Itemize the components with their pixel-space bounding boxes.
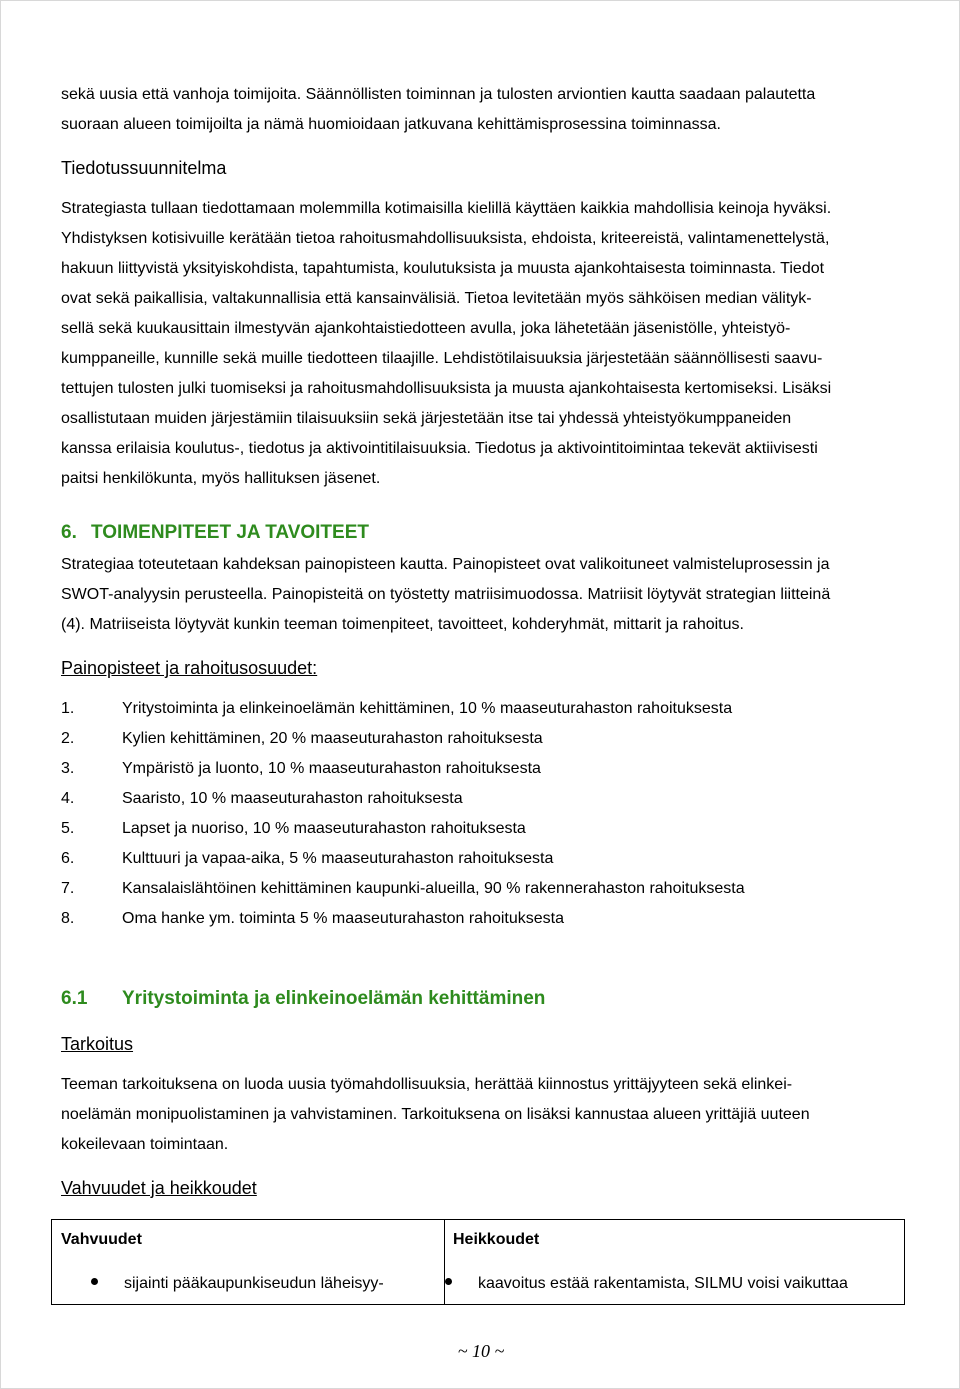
list-item-text: Kulttuuri ja vapaa-aika, 5 % maaseuturahaston rahoituksesta [122, 850, 554, 867]
tiedotus-line-3: hakuun liittyvistä yksityiskohdista, tapahtumista, koulutuksista ja muusta ajankohtaisesta toiminnasta. Tiedot [61, 260, 825, 277]
intro-line-2: suoraan alueen toimijoilta ja nämä huomioidaan jatkuvana kehittämisprosessina toiminnassa. [61, 116, 721, 133]
strengths-item [91, 1274, 384, 1294]
list-item-number: 7. [61, 880, 75, 897]
section-6-number: 6. [61, 522, 77, 543]
section-6-1-number: 6.1 [61, 988, 88, 1009]
section-6-title: TOIMENPITEET JA TAVOITEET [91, 522, 369, 543]
list-item-text: Oma hanke ym. toiminta 5 % maaseuturahaston rahoituksesta [122, 910, 564, 927]
tiedotus-line-8: osallistutaan muiden järjestämiin tilaisuuksiin sekä järjestetään itse tai yhdessä yhteistyökumppaneiden [61, 410, 792, 427]
intro-line-1: sekä uusia että vanhoja toimijoita. Säännöllisten toiminnan ja tulosten arviontien kautta saadaan palautetta [61, 86, 816, 103]
list-item [61, 789, 463, 809]
purpose-line-1: Teeman tarkoituksena on luoda uusia työmahdollisuuksia, herättää kiinnostus yrittäjyyteen sekä elinkei- [61, 1076, 793, 1093]
list-item-number: 1. [61, 700, 75, 717]
tiedotus-line-9: kanssa erilaisia koulutus-, tiedotus ja aktivointitilaisuuksia. Tiedotus ja aktivointitoimintaa tekevät aktiivisesti [61, 440, 818, 457]
list-item-number: 4. [61, 790, 75, 807]
list-item-text: Lapset ja nuoriso, 10 % maaseuturahaston rahoituksesta [122, 820, 526, 837]
list-item-text: Saaristo, 10 % maaseuturahaston rahoituksesta [122, 790, 463, 807]
weaknesses-item-text: kaavoitus estää rakentamista, SILMU voisi vaikuttaa [478, 1275, 848, 1292]
bullet-icon [91, 1278, 98, 1285]
page-number: ~ 10 ~ [457, 1341, 505, 1361]
section-6-heading [61, 521, 369, 545]
purpose-line-2: noelämän monipuolistaminen ja vahvistaminen. Tarkoituksena on lisäksi kannustaa alueen yrittäjiä uuteen [61, 1106, 810, 1123]
weaknesses-header: Heikkoudet [453, 1231, 540, 1248]
section-6-line-3: (4). Matriiseista löytyvät kunkin teeman toimenpiteet, tavoitteet, kohderyhmät, mittarit ja rahoitus. [61, 616, 744, 633]
strengths-item-text: sijainti pääkaupunkiseudun läheisyy- [124, 1275, 384, 1292]
list-item [61, 909, 564, 929]
list-item-text: Ympäristö ja luonto, 10 % maaseuturahaston rahoituksesta [122, 760, 541, 777]
section-6-line-2: SWOT-analyysin perusteella. Painopisteitä on työstetty matriisimuodossa. Matriisit löytyvät strategian liitteinä [61, 586, 831, 603]
list-item [61, 879, 745, 899]
section-6-line-1: Strategiaa toteutetaan kahdeksan painopisteen kautta. Painopisteet ovat valikoituneet valmisteluprosessin ja [61, 556, 830, 573]
tiedotus-title: Tiedotussuunnitelma [61, 158, 227, 178]
purpose-line-3: kokeilevaan toimintaan. [61, 1136, 229, 1153]
list-item-number: 3. [61, 760, 75, 777]
tiedotus-line-7: tettujen tulosten julki tuomiseksi ja rahoitusmahdollisuuksista ja muusta ajankohtaisesta kertomiseksi. Lisäksi [61, 380, 832, 397]
list-item [61, 699, 732, 719]
list-item [61, 849, 553, 869]
purpose-title: Tarkoitus [61, 1034, 134, 1054]
section-6-1-title: Yritystoiminta ja elinkeinoelämän kehittäminen [122, 988, 546, 1009]
list-item-number: 6. [61, 850, 75, 867]
tiedotus-line-2: Yhdistyksen kotisivuille kerätään tietoa rahoitusmahdollisuuksista, ehdoista, kriteereistä, valintamenettelystä, [61, 230, 830, 247]
tiedotus-line-1: Strategiasta tullaan tiedottamaan molemmilla kotimaisilla kielillä käyttäen kaikkia mahdollisia keinoja hyväksi. [61, 200, 832, 217]
list-item [61, 759, 541, 779]
list-item-text: Yritystoiminta ja elinkeinoelämän kehittäminen, 10 % maaseuturahaston rahoituksesta [122, 700, 733, 717]
list-item [61, 819, 526, 839]
section-6-1-heading [61, 987, 545, 1011]
strengths-header: Vahvuudet [61, 1231, 142, 1248]
priorities-title: Painopisteet ja rahoitusosuudet: [61, 658, 318, 678]
list-item-number: 5. [61, 820, 75, 837]
list-item-number: 8. [61, 910, 75, 927]
bullet-icon [445, 1278, 452, 1285]
tiedotus-line-10: paitsi henkilökunta, myös hallituksen jäsenet. [61, 470, 381, 487]
list-item-text: Kansalaislähtöinen kehittäminen kaupunki-alueilla, 90 % rakennerahaston rahoituksesta [122, 880, 745, 897]
list-item-number: 2. [61, 730, 75, 747]
tiedotus-line-4: ovat sekä paikallisia, valtakunnallisia että kansainvälisiä. Tietoa levitetään myös sähköisen median välityk- [61, 290, 812, 307]
strengths-weaknesses-title: Vahvuudet ja heikkoudet [61, 1178, 257, 1198]
tiedotus-line-6: kumppaneille, kunnille sekä muille tiedotteen tilaajille. Lehdistötilaisuuksia järjestetään säännöllisesti saavu- [61, 350, 823, 367]
list-item [61, 729, 543, 749]
list-item-text: Kylien kehittäminen, 20 % maaseuturahaston rahoituksesta [122, 730, 543, 747]
tiedotus-line-5: sellä sekä kuukausittain ilmestyvän ajankohtaistiedotteen avulla, joka lähetetään jäsenistölle, yhteistyö- [61, 320, 791, 337]
weaknesses-item [445, 1274, 848, 1294]
